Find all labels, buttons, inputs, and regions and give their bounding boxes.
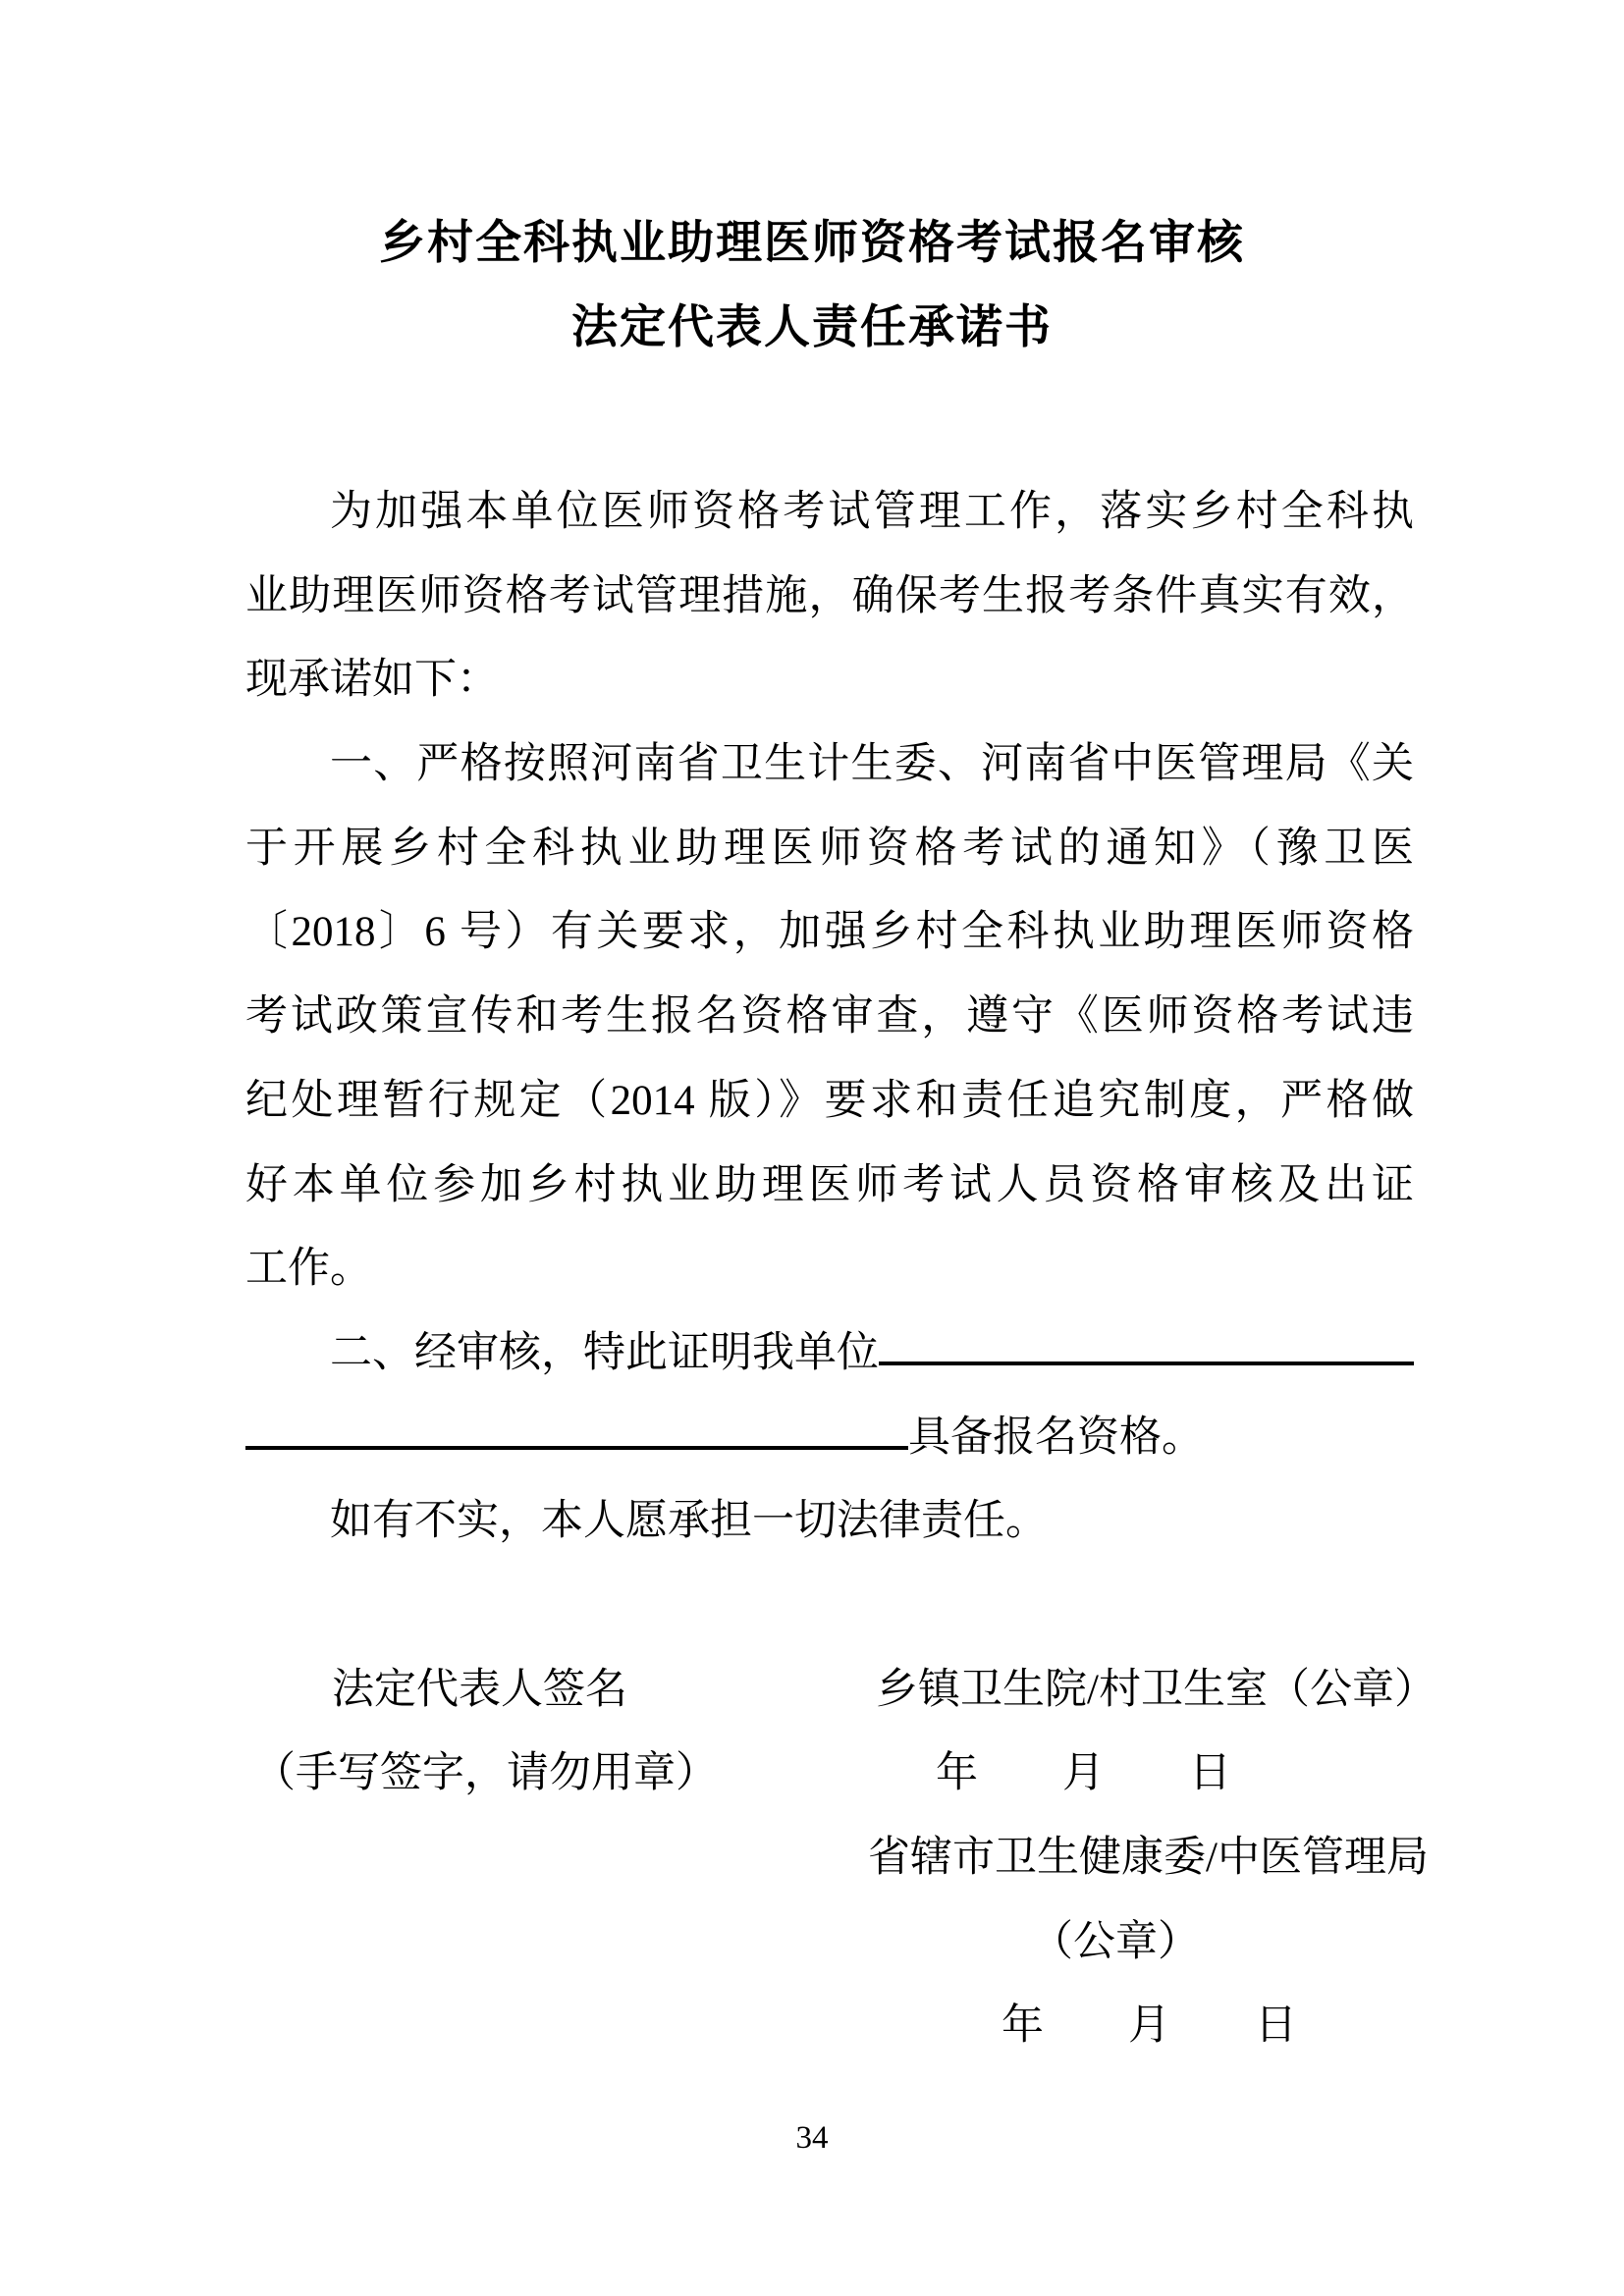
date-line-1: 年 月 日 [936, 1750, 1231, 1797]
signature-row-5 [245, 1984, 1414, 2068]
body-line-5: 于开展乡村全科执业助理医师资格考试的通知》（豫卫医 [245, 825, 1414, 872]
body-line-11 [245, 1311, 1414, 1396]
body-line-6: 〔2018〕6 号）有关要求，加强乡村全科执业助理医师资格 [245, 909, 1414, 956]
certify-statement-prefix: 二、经审核，特此证明我单位 [330, 1329, 879, 1376]
blank-line [245, 1564, 1414, 1648]
document-body [245, 470, 1436, 2068]
body-line-7: 考试政策宣传和考生报名资格审查，遵守《医师资格考试违 [245, 993, 1414, 1041]
official-seal-label: （公章） [1031, 1918, 1200, 1965]
township-clinic-seal-label: 乡镇卫生院/村卫生室（公章） [876, 1666, 1436, 1713]
body-line-10: 工作。 [245, 1246, 372, 1293]
body-line-2: 业助理医师资格考试管理措施，确保考生报考条件真实有效， [245, 572, 1414, 619]
document-title-line-1: 乡村全科执业助理医师资格考试报名审核 [379, 216, 1245, 268]
body-line-12 [245, 1396, 1414, 1480]
signature-row-4 [245, 1900, 1414, 1985]
body-line-4: 一、严格按照河南省卫生计生委、河南省中医管理局《关 [330, 741, 1414, 788]
signature-row-1 [245, 1648, 1436, 1733]
signature-row-2 [245, 1732, 1414, 1816]
certify-statement-suffix: 具备报名资格。 [908, 1414, 1204, 1461]
legal-representative-signature-label: 法定代表人签名 [332, 1666, 627, 1713]
fill-in-blank-underline-1 [879, 1311, 1414, 1365]
handwritten-signature-note: （手写签字，请勿用章） [253, 1750, 718, 1797]
body-line-3: 现承诺如下： [245, 657, 499, 704]
date-line-2: 年 月 日 [1001, 2002, 1297, 2050]
signature-row-3 [245, 1816, 1429, 1900]
body-line-13: 如有不实，本人愿承担一切法律责任。 [330, 1498, 1048, 1545]
document-title-line-2: 法定代表人责任承诺书 [571, 300, 1053, 352]
fill-in-blank-underline-2 [245, 1396, 908, 1450]
body-line-8: 纪处理暂行规定（2014 版）》要求和责任追究制度，严格做 [245, 1077, 1414, 1124]
page-number: 34 [795, 2120, 829, 2156]
body-line-1: 为加强本单位医师资格考试管理工作，落实乡村全科执 [330, 489, 1414, 535]
body-line-9: 好本单位参加乡村执业助理医师考试人员资格审核及出证 [245, 1161, 1414, 1208]
city-health-commission-label: 省辖市卫生健康委/中医管理局 [868, 1835, 1429, 1881]
